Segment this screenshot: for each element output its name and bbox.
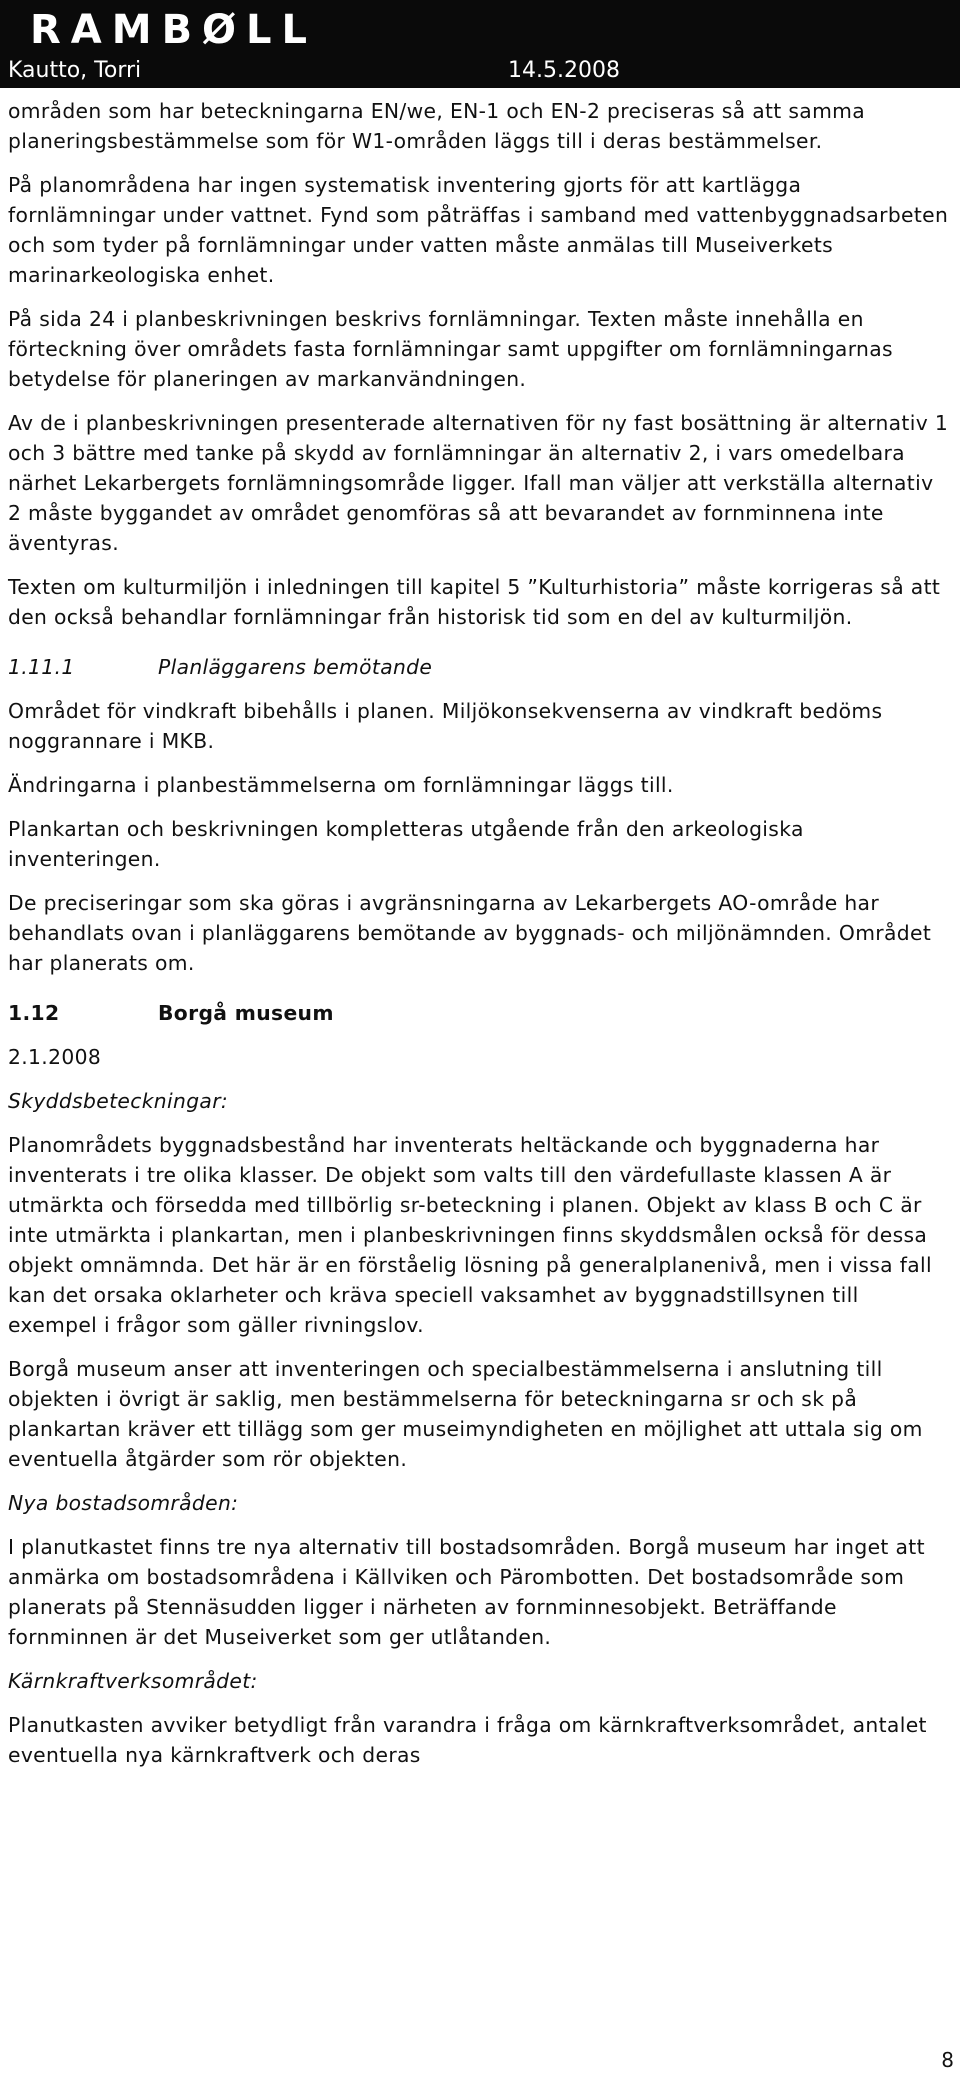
page-header — [0, 0, 960, 88]
subheading-karnkraftverksomradet: Kärnkraftverksområdet: — [8, 1669, 258, 1693]
section-date: 2.1.2008 — [8, 1045, 102, 1069]
paragraph: Området för vindkraft bibehålls i planen. Miljökonsekvenserna av vindkraft bedöms noggrannare i MKB. — [8, 699, 883, 753]
section-number: 1.12 — [8, 1001, 60, 1025]
paragraph: Borgå museum anser att inventeringen och specialbestämmelserna i anslutning till objekten i övrigt är saklig, men bestämmelserna för beteckningarna sr och sk på plankartan kräver ett tillägg som ger museimyndigheten en möjlighet att uttala sig om eventuella åtgärder som rör objekten. — [8, 1357, 923, 1471]
subheading-nya-bostadsomraden: Nya bostadsområden: — [8, 1491, 239, 1515]
paragraph: områden som har beteckningarna EN/we, EN-1 och EN-2 preciseras så att samma planeringsbestämmelse som för W1-områden läggs till i deras bestämmelser. — [8, 99, 866, 153]
section-title: Borgå museum — [158, 1001, 334, 1025]
paragraph: De preciseringar som ska göras i avgränsningarna av Lekarbergets AO-område har behandlats ovan i planläggarens bemötande av byggnads- och miljönämnden. Området har planerats om. — [8, 891, 932, 975]
section-title: Planläggarens bemötande — [158, 655, 433, 679]
section-number: 1.11.1 — [8, 655, 75, 679]
paragraph: På planområdena har ingen systematisk inventering gjorts för att kartlägga fornlämningar under vattnet. Fynd som påträffas i samband med vattenbyggnadsarbeten och som tyder på fornlämningar under vatten måste anmälas till Museiverkets marinarkeologiska enhet. — [8, 173, 949, 287]
paragraph: Plankartan och beskrivningen kompletteras utgående från den arkeologiska inventeringen. — [8, 817, 804, 871]
paragraph: Planutkasten avviker betydligt från varandra i fråga om kärnkraftverksområdet, antalet eventuella nya kärnkraftverk och deras — [8, 1713, 927, 1767]
paragraph: I planutkastet finns tre nya alternativ till bostadsområden. Borgå museum har inget att anmärka om bostadsområdena i Källviken och Pärombotten. Det bostadsområde som planerats på Stennäsudden ligger i närheten av fornminnesobjekt. Beträffande fornminnen är det Museiverket som ger utlåtanden. — [8, 1535, 925, 1649]
page-number: 8 — [941, 2048, 954, 2072]
section-heading-1-12 — [8, 998, 953, 1028]
ramboll-logo: RAMBØLL — [30, 7, 318, 53]
paragraph: På sida 24 i planbeskrivningen beskrivs fornlämningar. Texten måste innehålla en förteckning över områdets fasta fornlämningar samt uppgifter om fornlämningarnas betydelse för planeringen av markanvändningen. — [8, 307, 893, 391]
section-heading-1-11-1 — [8, 652, 953, 682]
paragraph: Av de i planbeskrivningen presenterade alternativen för ny fast bosättning är alternativ 1 och 3 bättre med tanke på skydd av fornlämningar än alternativ 2, i vars omedelbara närhet Lekarbergets fornlämningsområde ligger. Ifall man väljer att verkställa alternativ 2 måste byggandet av området genomföras så att bevarandet av fornminnena inte äventyras. — [8, 411, 949, 555]
header-date: 14.5.2008 — [508, 58, 620, 83]
paragraph: Planområdets byggnadsbestånd har inventerats heltäckande och byggnaderna har inventerats i tre olika klasser. De objekt som valts till den värdefullaste klassen A är utmärkta och försedda med tillbörlig sr-beteckning i planen. Objekt av klass B och C är inte utmärkta i plankartan, men i planbeskrivningen finns skyddsmålen också för dessa objekt omnämnda. Det här är en förståelig lösning på generalplanenivå, men i vissa fall kan det orsaka oklarheter och kräva speciell vaksamhet av byggnadstillsynen till exempel i frågor som gäller rivningslov. — [8, 1133, 932, 1337]
paragraph: Ändringarna i planbestämmelserna om fornlämningar läggs till. — [8, 773, 674, 797]
document-body — [8, 96, 953, 1784]
header-author: Kautto, Torri — [8, 58, 142, 83]
subheading-skyddsbeteckningar: Skyddsbeteckningar: — [8, 1089, 229, 1113]
paragraph: Texten om kulturmiljön i inledningen till kapitel 5 ”Kulturhistoria” måste korrigeras så att den också behandlar fornlämningar från historisk tid som en del av kulturmiljön. — [8, 575, 941, 629]
